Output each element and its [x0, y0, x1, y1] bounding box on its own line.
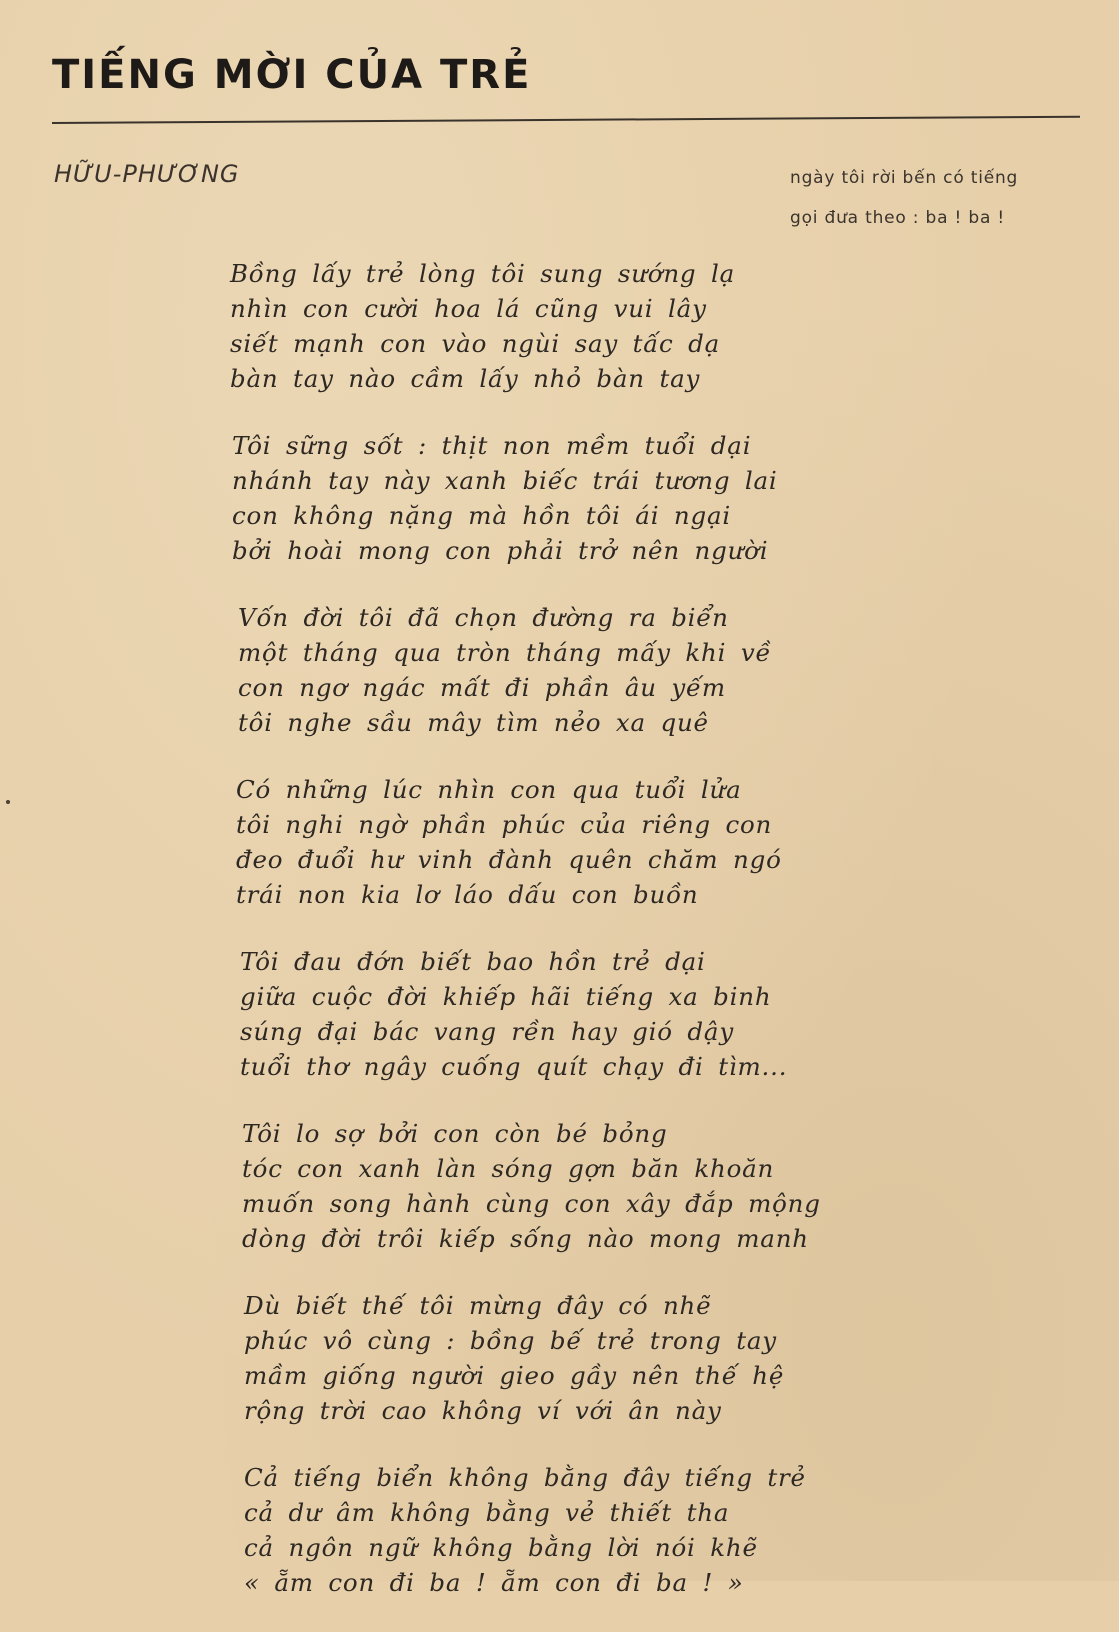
stanza — [242, 1116, 910, 1256]
poem-line: giữa cuộc đời khiếp hãi tiếng xa binh — [240, 982, 772, 1011]
stanza — [232, 428, 910, 568]
poem-line: Vốn đời tôi đã chọn đường ra biển — [238, 603, 729, 632]
poem-title: TIẾNG MỜI CỦA TRẺ — [52, 52, 532, 98]
poem-line: tôi nghe sầu mây tìm nẻo xa quê — [238, 708, 709, 737]
poem-line: bởi hoài mong con phải trở nên người — [232, 536, 769, 565]
poem-line: nhánh tay này xanh biếc trái tương lai — [232, 466, 778, 495]
poem-line: Tôi đau đớn biết bao hồn trẻ dại — [240, 947, 706, 976]
poem-line: cả dư âm không bằng vẻ thiết tha — [244, 1498, 730, 1527]
poem-line: muốn song hành cùng con xây đắp mộng — [242, 1189, 821, 1218]
poem-line: phúc vô cùng : bồng bế trẻ trong tay — [244, 1326, 777, 1355]
poem-line: cả ngôn ngữ không bằng lời nói khẽ — [244, 1533, 758, 1562]
poem-line: con không nặng mà hồn tôi ái ngại — [232, 501, 732, 530]
epigraph — [790, 158, 1090, 238]
poem-line: bàn tay nào cầm lấy nhỏ bàn tay — [230, 364, 701, 393]
title-divider — [52, 116, 1080, 124]
poem-line: dòng đời trôi kiếp sống nào mong manh — [242, 1224, 809, 1253]
poem-line: « ẵm con đi ba ! ẵm con đi ba ! » — [244, 1568, 744, 1597]
poem-line: súng đại bác vang rền hay gió dậy — [240, 1017, 734, 1046]
poem-line: Có những lúc nhìn con qua tuổi lửa — [236, 775, 742, 804]
poem-line: con ngơ ngác mất đi phần âu yếm — [238, 673, 726, 702]
poem-line: tóc con xanh làn sóng gợn băn khoăn — [242, 1154, 775, 1183]
poem-line: đeo đuổi hư vinh đành quên chăm ngó — [236, 845, 782, 874]
stanza — [240, 944, 910, 1084]
poem-line: siết mạnh con vào ngùi say tấc dạ — [230, 329, 721, 358]
poem-line: Tôi sững sốt : thịt non mềm tuổi dại — [232, 431, 752, 460]
poem-line: mầm giống người gieo gầy nên thế hệ — [244, 1361, 785, 1390]
print-speck — [6, 800, 10, 804]
epigraph-line: ngày tôi rời bến có tiếng — [790, 168, 1019, 188]
poem-line: Dù biết thế tôi mừng đây có nhẽ — [244, 1291, 712, 1320]
poem-line: trái non kia lơ láo dấu con buồn — [236, 880, 699, 909]
poem-line: tuổi thơ ngây cuống quít chạy đi tìm... — [240, 1052, 788, 1081]
poem-line: Cả tiếng biển không bằng đây tiếng trẻ — [244, 1463, 806, 1492]
stanza — [230, 256, 910, 396]
stanza — [238, 600, 910, 740]
stanza — [236, 772, 910, 912]
poem-line: tôi nghi ngờ phần phúc của riêng con — [236, 810, 773, 839]
author-name: HỮU-PHƯƠNG — [54, 160, 240, 188]
poem-body — [230, 256, 910, 1632]
poem-line: Bồng lấy trẻ lòng tôi sung sướng lạ — [230, 259, 736, 288]
stanza — [244, 1460, 910, 1600]
poem-line: Tôi lo sợ bởi con còn bé bỏng — [242, 1119, 668, 1148]
stanza — [244, 1288, 910, 1428]
poem-line: nhìn con cười hoa lá cũng vui lây — [230, 294, 707, 323]
epigraph-line: gọi đưa theo : ba ! ba ! — [790, 208, 1005, 228]
poem-line: rộng trời cao không ví với ân này — [244, 1396, 722, 1425]
poem-line: một tháng qua tròn tháng mấy khi về — [238, 638, 772, 667]
